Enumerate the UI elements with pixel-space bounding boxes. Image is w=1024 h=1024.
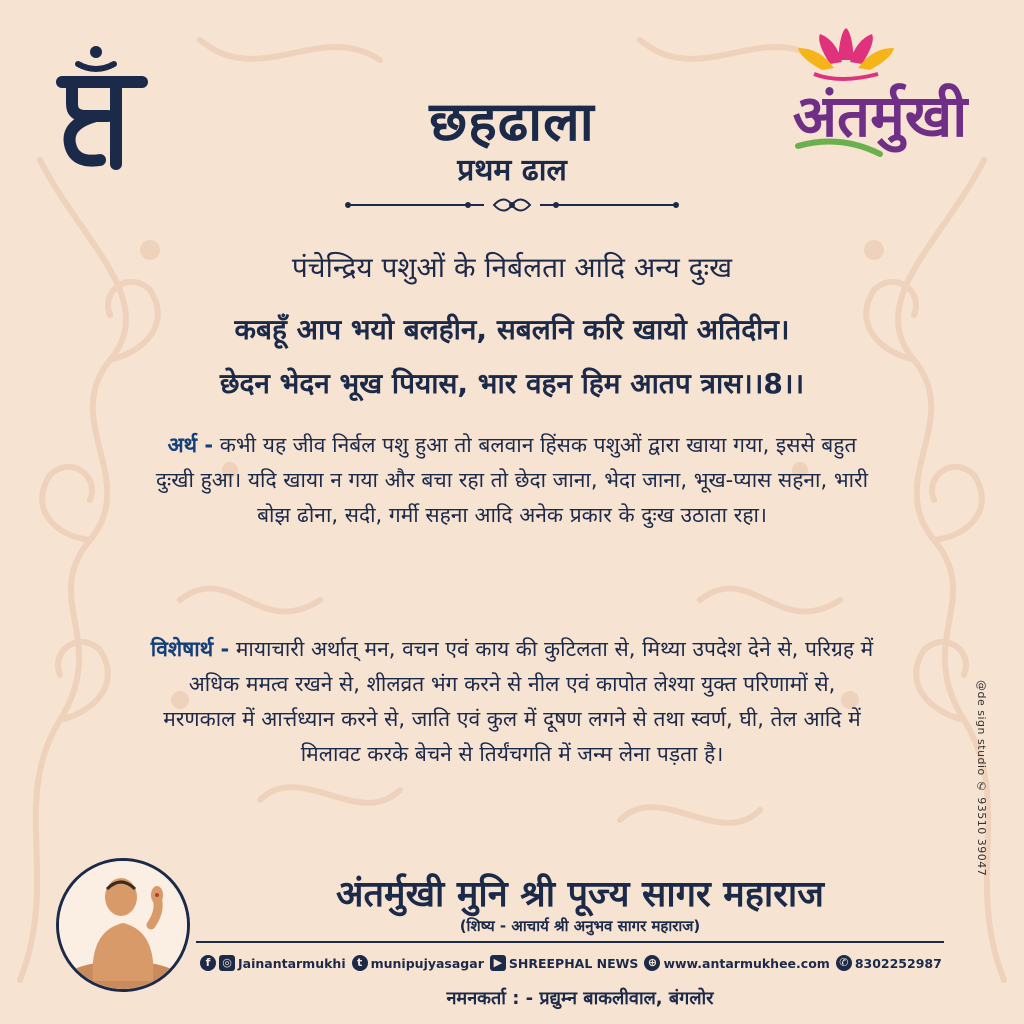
youtube-icon[interactable]: ▶ xyxy=(490,955,506,971)
verse-line-2: छेदन भेदन भूख पियास, भार वहन हिम आतप त्रास।।8।। xyxy=(219,367,805,400)
website-link[interactable]: www.antarmukhee.com xyxy=(663,955,830,971)
design-credit: @de sign studio ✆ 93510 39047 xyxy=(975,680,988,877)
meaning-label: अर्थ - xyxy=(167,433,214,457)
author-name: अंतर्मुखी मुनि श्री पूज्य सागर महाराज xyxy=(336,874,824,915)
meaning-text: कभी यह जीव निर्बल पशु हुआ तो बलवान हिंसक पशुओं द्वारा खाया गया, इससे बहुत दुःखी हुआ। यदि खाया न गया और बचा रहा तो छेदा जाना, भेदा जाना, भूख-प्यास सहना, भारी बोझ ढोना, सदी, गर्मी सहना आदि अनेक प्रकार के दुःख उठाता रहा। xyxy=(155,433,869,527)
twitter-icon[interactable]: t xyxy=(352,955,368,971)
facebook-instagram-handle[interactable]: Jainantarmukhi xyxy=(238,955,346,971)
social-links-row xyxy=(200,955,970,971)
page-title: छहढाला xyxy=(429,90,595,153)
header-ornament xyxy=(344,192,680,218)
dedication-line: नमनकर्ता : - प्रद्युम्न बाकलीवाल, बंगलोर xyxy=(446,988,714,1009)
youtube-channel[interactable]: SHREEPHAL NEWS xyxy=(508,955,639,971)
globe-icon: ⊕ xyxy=(644,955,660,971)
author-subtitle: (शिष्य - आचार्य श्री अनुभव सागर महाराज) xyxy=(459,917,701,935)
monk-figure-icon xyxy=(59,861,187,989)
special-meaning-label: विशेषार्थ - xyxy=(150,637,230,661)
whatsapp-icon: ✆ xyxy=(836,955,852,971)
brand-name: अंतर्मुखी xyxy=(792,82,968,150)
section-heading: पंचेन्द्रिय पशुओं के निर्बलता आदि अन्य दुःख xyxy=(291,251,733,284)
special-meaning-paragraph xyxy=(150,632,874,772)
meaning-paragraph xyxy=(150,428,874,533)
page-subtitle: प्रथम ढाल xyxy=(457,153,567,188)
monk-portrait xyxy=(56,858,190,992)
verse-line-1: कबहूँ आप भयो बलहीन, सबलनि करि खायो अतिदीन। xyxy=(234,313,790,346)
facebook-icon[interactable]: f xyxy=(200,955,216,971)
whatsapp-number[interactable]: 8302252987 xyxy=(854,955,942,971)
footer-divider xyxy=(196,941,944,943)
special-meaning-text: मायाचारी अर्थात् मन, वचन एवं काय की कुटिलता से, मिथ्या उपदेश देने से, परिग्रह में अधिक ममत्व रखने से, शीलव्रत भंग करने से नील एवं कापोत लेश्या युक्त परिणामों से, मरणकाल में आर्त्तध्यान करने से, जाति एवं कुल में दूषण लगने से तथा स्वर्ण, घी, तेल आदि में मिलावट करके बेचने से तिर्यंचगति में जन्म लेना पड़ता है। xyxy=(163,637,874,766)
twitter-handle[interactable]: munipujyasagar xyxy=(370,955,484,971)
instagram-icon[interactable]: ◎ xyxy=(219,955,235,971)
